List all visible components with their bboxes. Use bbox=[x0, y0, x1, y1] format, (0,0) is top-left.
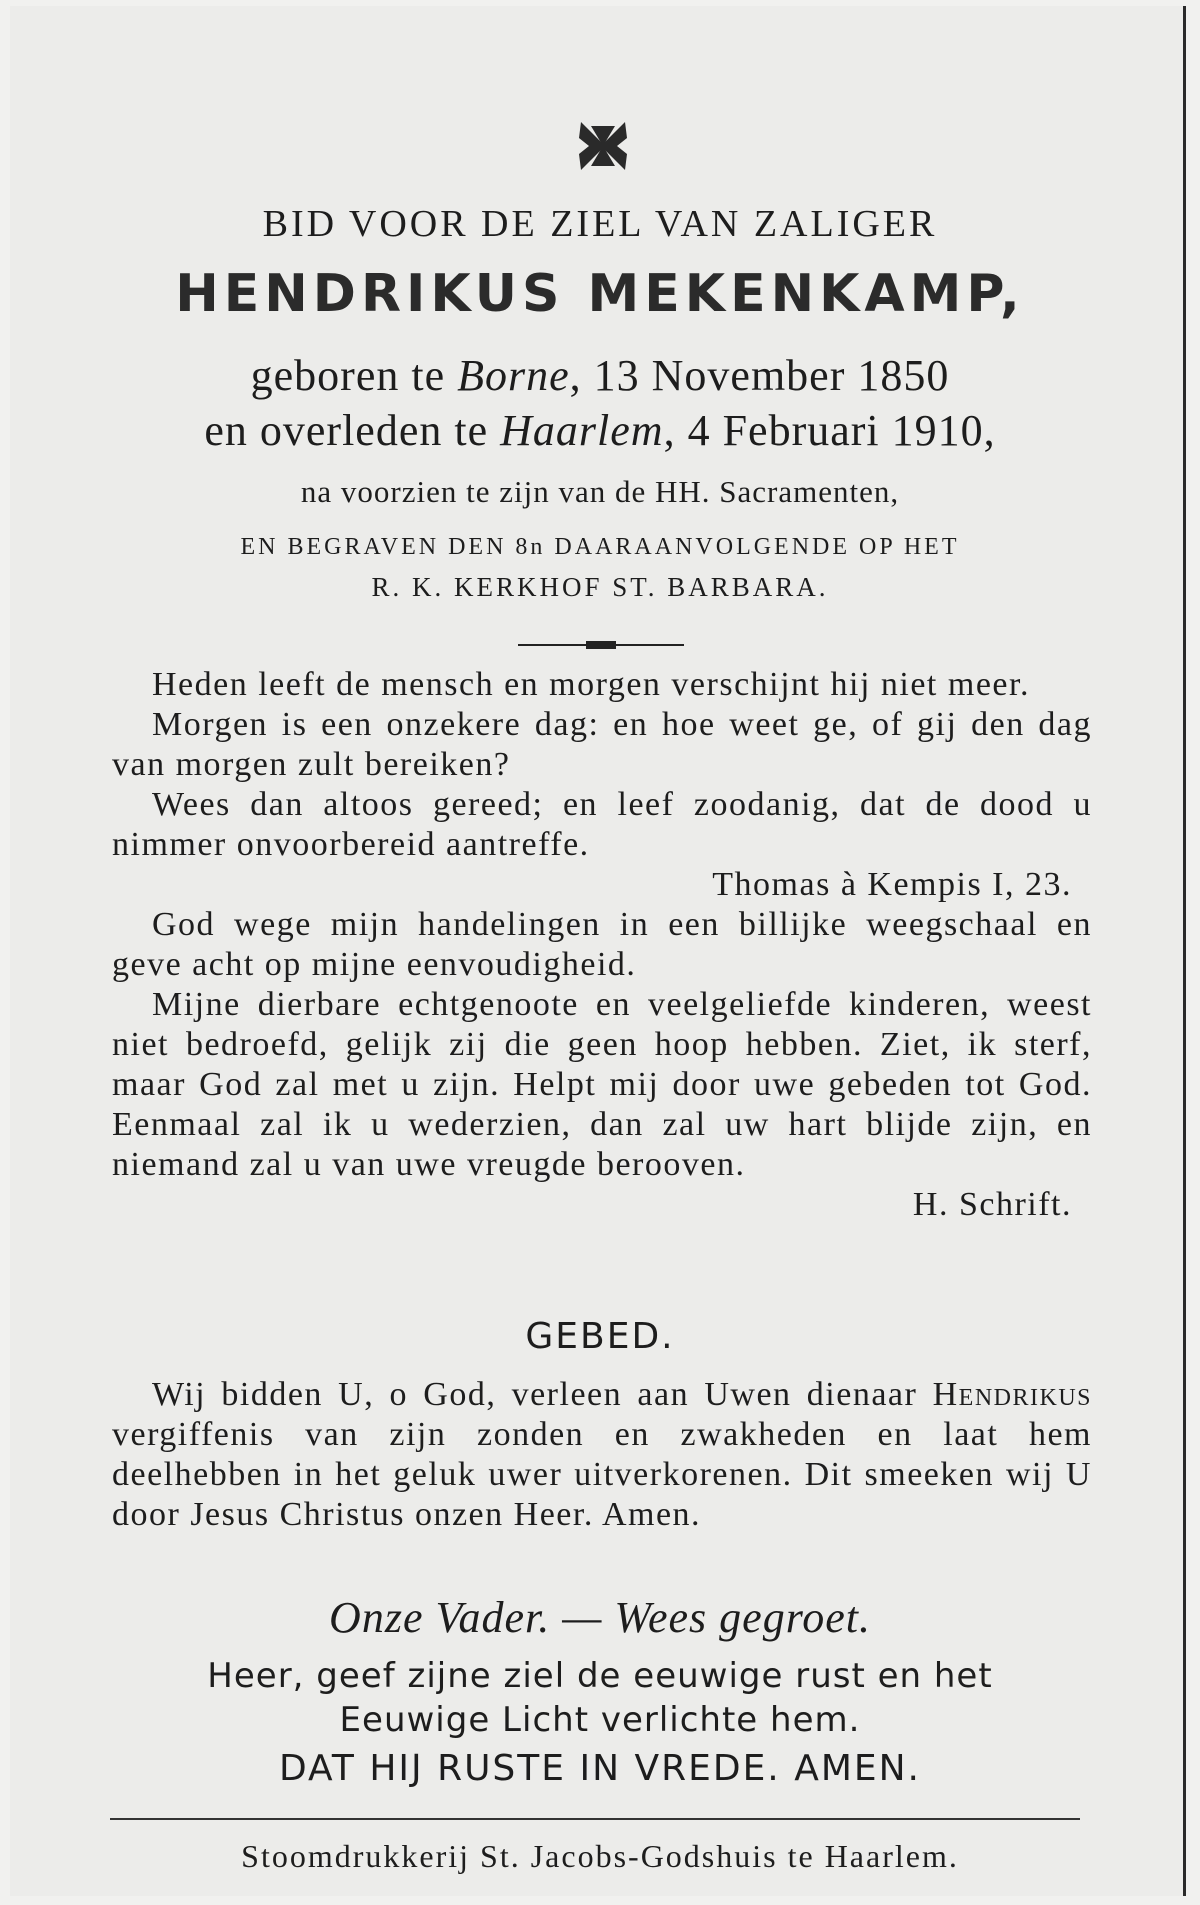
ornament-separator bbox=[518, 638, 684, 652]
paragraph-2: Morgen is een onzekere dag: en hoe weet ge, of gij den dag van morgen zult bereiken? bbox=[112, 706, 1092, 783]
paragraph-1: Heden leeft de mensch en morgen verschijnt hij niet meer. bbox=[152, 666, 1030, 703]
reference-kempis: Thomas à Kempis I, 23. bbox=[712, 866, 1072, 903]
sacraments-line: na voorzien te zijn van de HH. Sacramenten, bbox=[300, 474, 900, 509]
closing-line-3: DAT HIJ RUSTE IN VREDE. AMEN. bbox=[278, 1748, 922, 1789]
reference-scripture: H. Schrift. bbox=[912, 1186, 1072, 1223]
birth-line: geboren te Borne, 13 November 1850 bbox=[250, 351, 950, 400]
paragraph-3: Wees dan altoos gereed; en leef zoodanig, dat de dood u nimmer onvoorbereid aantreffe. bbox=[112, 786, 1092, 863]
prayer-text: Wij bidden U, o God, verleen aan Uwen dienaar Hendrikus vergiffenis van zijn zonden en zwakheden en laat hem deelhebben in het geluk uwer uitverkorenen. Dit smeeken wij U door Jesus Christus onzen Heer. Amen. bbox=[112, 1376, 1092, 1533]
deceased-name: HENDRIKUS MEKENKAMP, bbox=[175, 264, 1025, 324]
closing-line-1: Heer, geef zijne ziel de eeuwige rust en het bbox=[207, 1656, 993, 1696]
death-place: Haarlem bbox=[500, 406, 664, 455]
meditation-text bbox=[112, 665, 1092, 1225]
closing-line-2: Eeuwige Licht verlichte hem. bbox=[339, 1700, 861, 1740]
birth-place: Borne bbox=[457, 351, 570, 400]
burial-line-2: R. K. KERKHOF ST. BARBARA. bbox=[371, 572, 829, 602]
burial-line-1: EN BEGRAVEN DEN 8n DAARAANVOLGENDE OP HET bbox=[240, 534, 960, 560]
paragraph-4: God wege mijn handelingen in een billijke weegschaal en geve acht op mijne eenvoudigheid. bbox=[112, 906, 1092, 983]
closing-prayers: Onze Vader. — Wees gegroet. bbox=[329, 1593, 871, 1642]
death-line: en overleden te Haarlem, 4 Februari 1910, bbox=[204, 406, 996, 455]
prayer-name: Hendrikus bbox=[932, 1376, 1092, 1413]
cross-icon bbox=[575, 118, 631, 174]
intro-line: BID VOOR DE ZIEL VAN ZALIGER bbox=[262, 203, 938, 245]
footer-rule bbox=[110, 1818, 1080, 1820]
printer-line: Stoomdrukkerij St. Jacobs-Godshuis te Haarlem. bbox=[241, 1838, 959, 1874]
prayer-title: GEBED. bbox=[525, 1316, 675, 1357]
paragraph-5: Mijne dierbare echtgenoote en veelgeliefde kinderen, weest niet bedroefd, gelijk zij die geen hoop hebben. Ziet, ik sterf, maar God zal met u zijn. Helpt mij door uwe gebeden tot God. Eenmaal zal ik u wederzien, dan zal uw hart blijde zijn, en niemand zal u van uwe vreugde berooven. bbox=[112, 986, 1092, 1183]
